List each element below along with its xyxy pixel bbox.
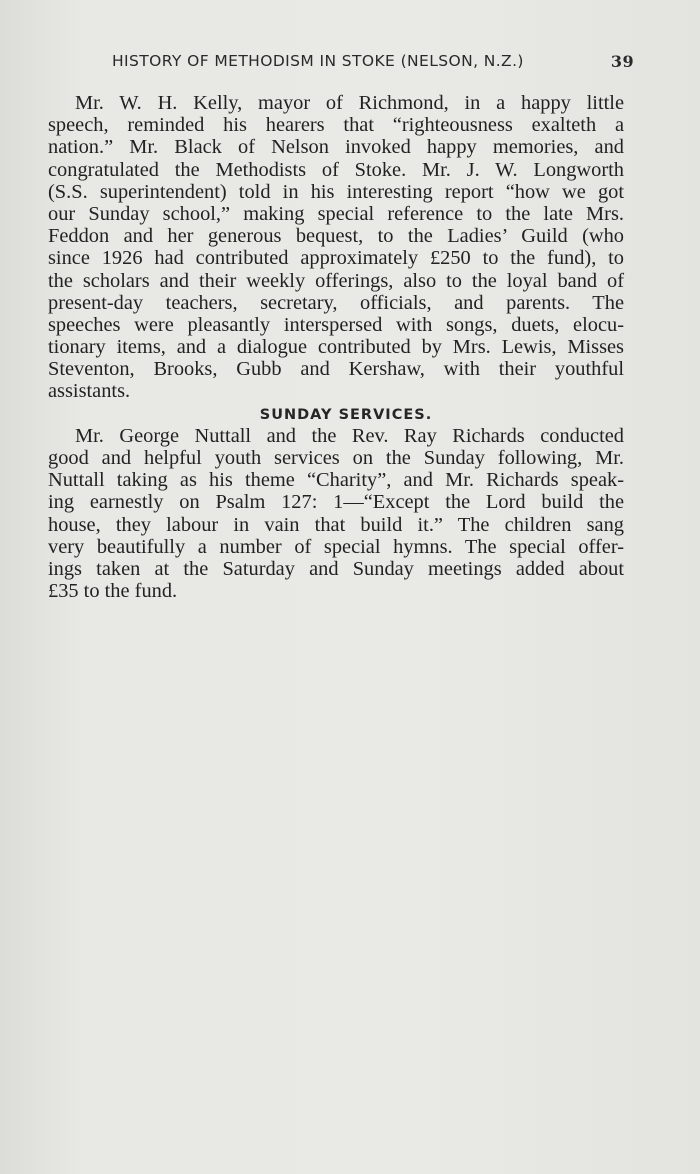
- text-line: nation.” Mr. Black of Nelson invoked happy memories, and: [48, 136, 624, 159]
- text-line: assistants.: [48, 380, 131, 403]
- paragraph-1: [48, 92, 624, 403]
- text-line: Nuttall taking as his theme “Charity”, and Mr. Richards speak-: [48, 469, 624, 492]
- text-line: ing earnestly on Psalm 127: 1—“Except the Lord build the: [48, 491, 624, 514]
- text-line: the scholars and their weekly offerings, also to the loyal band of: [48, 269, 624, 292]
- running-title: HISTORY OF METHODISM IN STOKE (NELSON, N.Z.): [112, 52, 524, 70]
- text-line: Steventon, Brooks, Gubb and Kershaw, with their youthful: [48, 358, 624, 381]
- text-line: Feddon and her generous bequest, to the Ladies’ Guild (who: [48, 225, 624, 248]
- text-line: speech, reminded his hearers that “righteousness exalteth a: [48, 114, 624, 137]
- text-line: Mr. W. H. Kelly, mayor of Richmond, in a happy little: [75, 92, 624, 114]
- page-number: 39: [610, 52, 634, 71]
- text-line: tionary items, and a dialogue contributed by Mrs. Lewis, Misses: [48, 336, 624, 359]
- text-line: our Sunday school,” making special reference to the late Mrs.: [48, 202, 624, 225]
- text-line: since 1926 had contributed approximately £250 to the fund), to: [48, 247, 624, 270]
- body-text: [48, 92, 624, 602]
- text-line: (S.S. superintendent) told in his interesting report “how we got: [48, 180, 624, 203]
- text-line: house, they labour in vain that build it.” The children sang: [48, 513, 624, 536]
- running-head: [112, 52, 634, 76]
- text-line: present-day teachers, secretary, officials, and parents. The: [48, 291, 624, 314]
- text-line: congratulated the Methodists of Stoke. Mr. J. W. Longworth: [48, 158, 624, 181]
- section-heading: SUNDAY SERVICES.: [259, 406, 433, 423]
- paragraph-2: [48, 425, 624, 603]
- text-line: good and helpful youth services on the Sunday following, Mr.: [48, 447, 624, 469]
- text-line: Mr. George Nuttall and the Rev. Ray Richards conducted: [75, 424, 624, 447]
- text-line: ings taken at the Saturday and Sunday meetings added about: [48, 557, 624, 580]
- text-line: very beautifully a number of special hymns. The special offer-: [48, 535, 624, 558]
- text-line: £35 to the fund.: [48, 580, 178, 603]
- text-line: speeches were pleasantly interspersed with songs, duets, elocu-: [48, 313, 624, 336]
